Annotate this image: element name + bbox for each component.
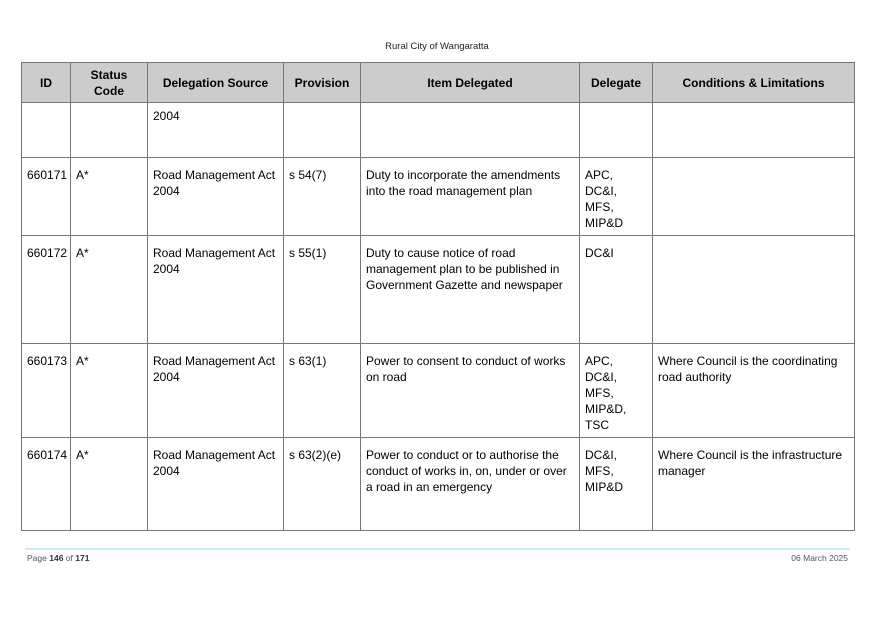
- page-current: 146: [49, 553, 64, 563]
- cell-id: [22, 103, 71, 158]
- cell-delegation-source: Road Management Act 2004: [148, 158, 284, 236]
- cell-delegate: APC, DC&I, MFS, MIP&D: [580, 158, 653, 236]
- cell-delegate: [580, 103, 653, 158]
- cell-item-delegated: [361, 103, 580, 158]
- cell-status-code: A*: [71, 158, 148, 236]
- document-header: Rural City of Wangaratta: [385, 41, 489, 52]
- cell-conditions: [653, 236, 855, 344]
- column-header-status-code: Status Code: [71, 63, 148, 103]
- cell-delegate: APC, DC&I, MFS, MIP&D, TSC: [580, 344, 653, 438]
- cell-item-delegated: Power to conduct or to authorise the conduct of works in, on, under or over a road in an emergency: [361, 438, 580, 531]
- column-header-item-delegated: Item Delegated: [361, 63, 580, 103]
- cell-status-code: A*: [71, 236, 148, 344]
- table-row: [22, 103, 855, 158]
- column-header-delegation-source: Delegation Source: [148, 63, 284, 103]
- column-header-delegate: Delegate: [580, 63, 653, 103]
- cell-id: 660172: [22, 236, 71, 344]
- column-header-provision: Provision: [284, 63, 361, 103]
- cell-status-code: [71, 103, 148, 158]
- cell-delegate: DC&I: [580, 236, 653, 344]
- delegations-table: [21, 62, 855, 531]
- page-prefix: Page: [27, 553, 47, 563]
- page-number: [27, 553, 89, 563]
- cell-provision: s 63(1): [284, 344, 361, 438]
- cell-delegate: DC&I, MFS, MIP&D: [580, 438, 653, 531]
- table-row: [22, 158, 855, 236]
- cell-conditions: [653, 103, 855, 158]
- cell-provision: [284, 103, 361, 158]
- cell-provision: s 63(2)(e): [284, 438, 361, 531]
- cell-provision: s 54(7): [284, 158, 361, 236]
- cell-item-delegated: Power to consent to conduct of works on road: [361, 344, 580, 438]
- cell-delegation-source: Road Management Act 2004: [148, 438, 284, 531]
- cell-item-delegated: Duty to incorporate the amendments into the road management plan: [361, 158, 580, 236]
- column-header-conditions: Conditions & Limitations: [653, 63, 855, 103]
- cell-conditions: [653, 158, 855, 236]
- cell-id: 660174: [22, 438, 71, 531]
- table-row: [22, 438, 855, 531]
- cell-item-delegated: Duty to cause notice of road management plan to be published in Government Gazette and newspaper: [361, 236, 580, 344]
- table-header-row: [22, 63, 855, 103]
- cell-delegation-source: 2004: [148, 103, 284, 158]
- table-row: [22, 344, 855, 438]
- cell-provision: s 55(1): [284, 236, 361, 344]
- cell-conditions: Where Council is the infrastructure manager: [653, 438, 855, 531]
- footer-divider: [25, 548, 850, 550]
- cell-status-code: A*: [71, 438, 148, 531]
- cell-id: 660173: [22, 344, 71, 438]
- page-of: of: [65, 553, 73, 563]
- cell-delegation-source: Road Management Act 2004: [148, 344, 284, 438]
- footer-date: 06 March 2025: [791, 553, 848, 563]
- column-header-id: ID: [22, 63, 71, 103]
- cell-conditions: Where Council is the coordinating road authority: [653, 344, 855, 438]
- cell-delegation-source: Road Management Act 2004: [148, 236, 284, 344]
- page-total: 171: [75, 553, 90, 563]
- cell-id: 660171: [22, 158, 71, 236]
- cell-status-code: A*: [71, 344, 148, 438]
- table-row: [22, 236, 855, 344]
